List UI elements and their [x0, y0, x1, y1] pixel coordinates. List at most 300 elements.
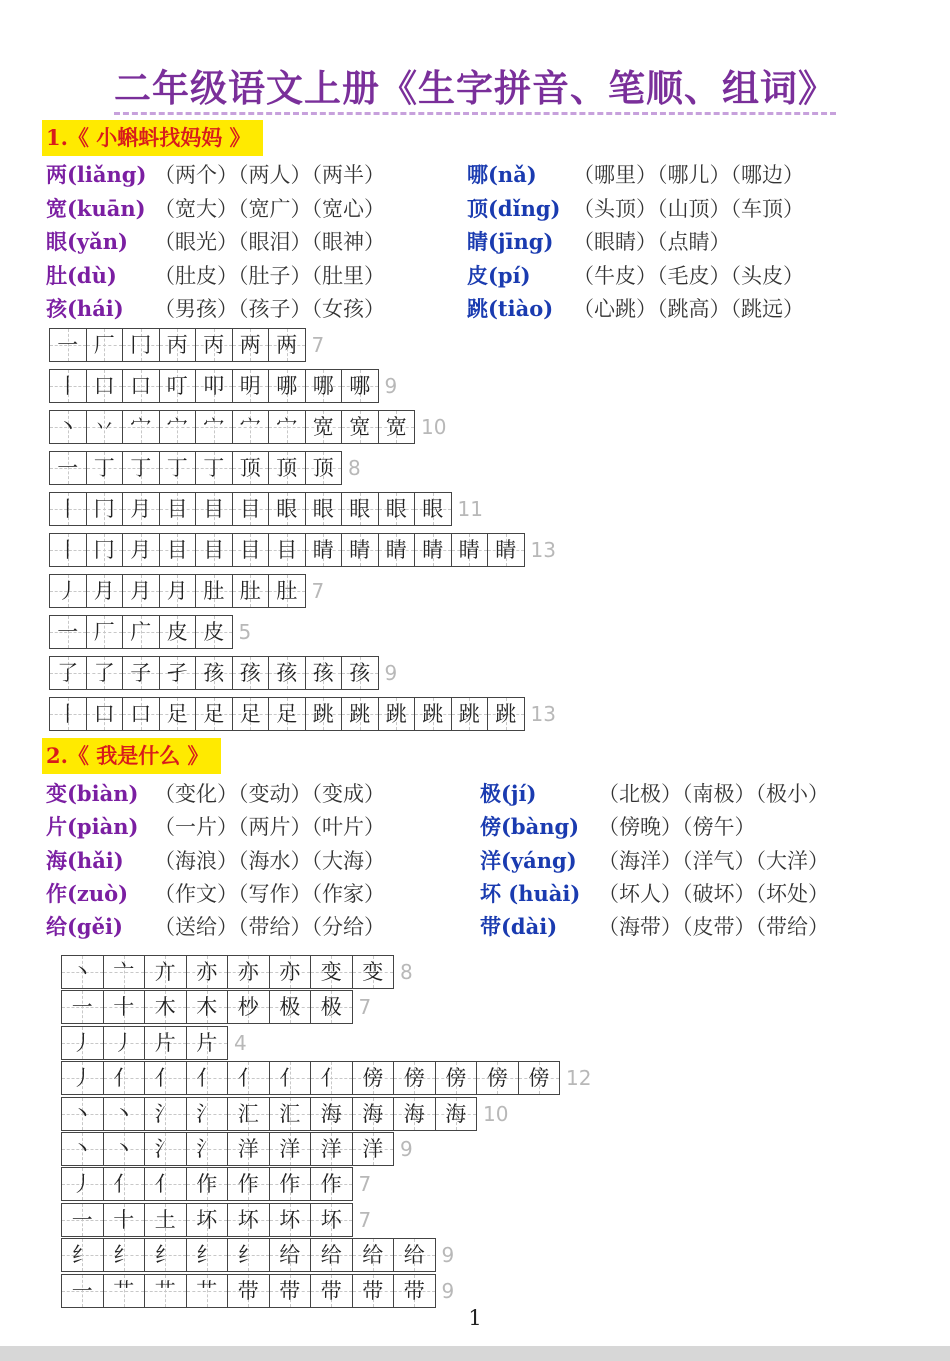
stroke-cell	[477, 1062, 519, 1094]
stroke-cell	[379, 698, 416, 730]
stroke-cell	[104, 1275, 146, 1307]
stroke-glyph: 孩	[349, 661, 371, 685]
stroke-cell	[145, 1062, 187, 1094]
stroke-cell	[145, 1275, 187, 1307]
stroke-glyph: 丙	[166, 333, 188, 357]
stroke-glyph: 给	[403, 1243, 425, 1268]
stroke-glyph: 艹	[113, 1278, 135, 1303]
stroke-glyph: 带	[320, 1278, 342, 1303]
stroke-cell	[306, 452, 342, 484]
stroke-cell	[233, 698, 270, 730]
stroke-glyph: 目	[239, 538, 261, 562]
stroke-order-row	[61, 1167, 371, 1201]
stroke-glyph: 坏	[196, 1207, 218, 1232]
vocab-character-pinyin: 肚(dù)	[46, 263, 117, 288]
stroke-order-row	[61, 990, 371, 1024]
stroke-cell	[187, 956, 229, 988]
stroke-cell	[233, 493, 270, 525]
page-title-text: 二年级语文上册《生字拼音、笔顺、组词》	[114, 67, 836, 115]
stroke-cell	[306, 411, 343, 443]
stroke-cell	[342, 657, 378, 689]
stroke-cell	[62, 991, 104, 1023]
stroke-glyph: 目	[166, 497, 188, 521]
stroke-cell	[123, 411, 160, 443]
stroke-glyph: 十	[113, 995, 135, 1020]
vocab-words: （眼光）（眼泪）（眼神）	[154, 230, 385, 254]
stroke-grid	[61, 1167, 353, 1201]
stroke-cell	[342, 493, 379, 525]
stroke-glyph: 月	[130, 497, 152, 521]
stroke-cell	[87, 575, 124, 607]
stroke-cell	[196, 370, 233, 402]
vocab-item	[46, 779, 385, 809]
stroke-cell	[270, 1168, 312, 1200]
stroke-count: 9	[384, 661, 398, 685]
page-number: 1	[468, 1306, 482, 1330]
stroke-grid	[61, 1274, 436, 1308]
stroke-cell	[87, 452, 124, 484]
stroke-cell	[270, 1239, 312, 1271]
stroke-glyph: 肚	[203, 579, 225, 603]
stroke-glyph: 土	[154, 1207, 176, 1232]
stroke-glyph: 肚	[239, 579, 261, 603]
stroke-glyph: 顶	[276, 456, 298, 480]
stroke-glyph: 傍	[403, 1066, 425, 1091]
stroke-glyph: 月	[130, 579, 152, 603]
stroke-glyph: 极	[320, 995, 342, 1020]
stroke-glyph: 丁	[166, 456, 188, 480]
stroke-glyph: 了	[57, 661, 79, 685]
stroke-cell	[306, 370, 343, 402]
stroke-glyph: 洋	[362, 1137, 384, 1161]
stroke-glyph: 作	[237, 1172, 259, 1197]
stroke-cell	[145, 1027, 187, 1059]
stroke-order-row	[49, 451, 361, 485]
stroke-glyph: 广	[130, 620, 152, 644]
stroke-glyph: 亦	[279, 960, 301, 984]
stroke-cell	[145, 956, 187, 988]
vocab-item	[46, 294, 385, 324]
stroke-cell	[196, 329, 233, 361]
stroke-glyph: 坏	[320, 1207, 342, 1232]
stroke-order-row	[61, 1238, 454, 1272]
stroke-cell	[50, 452, 87, 484]
vocab-item	[480, 879, 829, 909]
stroke-glyph: 丶	[71, 1137, 93, 1161]
stroke-glyph: 洋	[237, 1137, 259, 1161]
vocab-item	[46, 160, 385, 190]
stroke-cell	[228, 1133, 270, 1165]
vocab-character-pinyin: 作(zuò)	[46, 881, 129, 906]
stroke-cell	[50, 370, 87, 402]
stroke-order-row	[49, 574, 324, 608]
stroke-glyph: 洋	[320, 1137, 342, 1161]
stroke-glyph: 杪	[237, 995, 259, 1020]
stroke-count: 9	[441, 1243, 455, 1268]
stroke-cell	[87, 370, 124, 402]
page-title	[0, 58, 950, 112]
stroke-cell	[353, 1133, 394, 1165]
stroke-glyph: 作	[320, 1172, 342, 1197]
stroke-cell	[145, 1204, 187, 1236]
stroke-glyph: 丿	[71, 1172, 93, 1197]
stroke-cell	[228, 1275, 270, 1307]
stroke-glyph: 目	[276, 538, 298, 562]
stroke-order-row	[61, 955, 413, 989]
stroke-cell	[270, 1275, 312, 1307]
stroke-cell	[228, 1098, 270, 1130]
vocab-item	[46, 194, 385, 224]
stroke-cell	[160, 657, 197, 689]
stroke-cell	[233, 575, 270, 607]
stroke-glyph: 口	[130, 702, 152, 726]
stroke-cell	[311, 1168, 352, 1200]
stroke-cell	[104, 991, 146, 1023]
stroke-order-row	[49, 656, 397, 690]
stroke-glyph: 哪	[349, 374, 371, 398]
stroke-cell	[269, 534, 306, 566]
stroke-cell	[123, 452, 160, 484]
vocab-item	[467, 194, 804, 224]
stroke-glyph: 眼	[312, 497, 334, 521]
stroke-order-row	[49, 492, 483, 526]
stroke-order-row	[61, 1097, 508, 1131]
stroke-order-row	[61, 1061, 591, 1095]
stroke-glyph: 口	[93, 374, 115, 398]
stroke-glyph: 跳	[385, 702, 407, 726]
stroke-glyph: 亻	[196, 1066, 218, 1091]
stroke-glyph: 亣	[154, 960, 176, 984]
vocab-words: （坏人）（破坏）（坏处）	[598, 882, 829, 906]
stroke-glyph: 丿	[113, 1030, 135, 1055]
stroke-glyph: 跳	[312, 702, 334, 726]
stroke-cell	[306, 534, 343, 566]
stroke-cell	[50, 329, 87, 361]
stroke-cell	[394, 1239, 435, 1271]
stroke-glyph: 亻	[279, 1066, 301, 1091]
stroke-glyph: 带	[362, 1278, 384, 1303]
vocab-character-pinyin: 洋(yáng)	[480, 848, 577, 873]
stroke-glyph: 口	[93, 702, 115, 726]
stroke-glyph: 宽	[312, 415, 334, 439]
vocab-words: （一片）（两片）（叶片）	[154, 815, 385, 839]
stroke-count: 4	[234, 1030, 247, 1055]
stroke-cell	[228, 991, 270, 1023]
stroke-glyph: 氵	[196, 1137, 218, 1161]
stroke-glyph: 给	[362, 1243, 384, 1268]
lesson-1-heading: 1.《 小蝌蚪找妈妈 》	[42, 120, 263, 156]
stroke-glyph: 一	[57, 333, 79, 357]
vocab-character-pinyin: 两(liǎng)	[46, 162, 147, 187]
stroke-glyph: 丁	[93, 456, 115, 480]
stroke-glyph: 皮	[203, 620, 225, 644]
stroke-glyph: 丿	[71, 1066, 93, 1091]
stroke-cell	[187, 1027, 228, 1059]
stroke-count: 12	[566, 1066, 592, 1091]
stroke-glyph: 丨	[57, 702, 79, 726]
stroke-glyph: 宽	[349, 415, 371, 439]
stroke-count: 7	[311, 333, 325, 357]
stroke-glyph: 亻	[154, 1066, 176, 1091]
stroke-cell	[187, 1168, 229, 1200]
stroke-cell	[87, 698, 124, 730]
stroke-cell	[311, 991, 352, 1023]
stroke-glyph: 睛	[349, 538, 371, 562]
stroke-glyph: 海	[362, 1101, 384, 1126]
vocab-words: （牛皮）（毛皮）（头皮）	[573, 264, 804, 288]
vocab-item	[480, 812, 756, 842]
stroke-glyph: 厂	[93, 620, 115, 644]
stroke-glyph: 艹	[196, 1278, 218, 1303]
stroke-cell	[62, 1168, 104, 1200]
stroke-grid	[61, 1132, 394, 1166]
vocab-character-pinyin: 跳(tiào)	[467, 296, 554, 321]
stroke-cell	[394, 1275, 435, 1307]
stroke-cell	[87, 534, 124, 566]
stroke-cell	[233, 370, 270, 402]
stroke-cell	[311, 1275, 353, 1307]
stroke-count: 7	[311, 579, 325, 603]
stroke-cell	[196, 657, 233, 689]
stroke-cell	[62, 1027, 104, 1059]
stroke-cell	[62, 1239, 104, 1271]
stroke-cell	[123, 370, 160, 402]
stroke-order-row	[49, 615, 251, 649]
vocab-item	[480, 846, 829, 876]
stroke-glyph: 目	[203, 497, 225, 521]
vocab-words: （眼睛）（点睛）	[573, 230, 731, 254]
stroke-grid	[61, 955, 394, 989]
vocab-character-pinyin: 傍(bàng)	[480, 814, 580, 839]
stroke-glyph: 一	[71, 1278, 93, 1303]
stroke-glyph: 口	[130, 374, 152, 398]
stroke-glyph: 顶	[312, 456, 334, 480]
stroke-glyph: 一	[57, 620, 79, 644]
stroke-glyph: 海	[403, 1101, 425, 1126]
stroke-glyph: 肚	[276, 579, 298, 603]
vocab-words: （海带）（皮带）（带给）	[598, 915, 829, 939]
stroke-cell	[311, 956, 353, 988]
stroke-glyph: 厂	[93, 333, 115, 357]
stroke-cell	[196, 616, 232, 648]
stroke-cell	[306, 698, 343, 730]
stroke-glyph: 纟	[196, 1243, 218, 1268]
stroke-cell	[50, 493, 87, 525]
stroke-glyph: 丨	[57, 497, 79, 521]
vocab-character-pinyin: 孩(hái)	[46, 296, 124, 321]
stroke-glyph: 作	[196, 1172, 218, 1197]
stroke-cell	[269, 329, 305, 361]
stroke-glyph: 足	[239, 702, 261, 726]
stroke-glyph: 丶	[71, 1101, 93, 1126]
stroke-glyph: 氵	[196, 1101, 218, 1126]
stroke-glyph: 目	[203, 538, 225, 562]
stroke-glyph: 目	[239, 497, 261, 521]
stroke-cell	[187, 991, 229, 1023]
stroke-glyph: 一	[57, 456, 79, 480]
stroke-cell	[87, 657, 124, 689]
stroke-glyph: 眼	[276, 497, 298, 521]
stroke-cell	[104, 956, 146, 988]
stroke-cell	[311, 1062, 353, 1094]
stroke-cell	[379, 411, 415, 443]
stroke-glyph: 片	[154, 1030, 176, 1055]
stroke-cell	[145, 1098, 187, 1130]
stroke-cell	[269, 370, 306, 402]
stroke-cell	[269, 657, 306, 689]
stroke-grid	[49, 574, 306, 608]
stroke-cell	[123, 493, 160, 525]
stroke-glyph: 亻	[154, 1172, 176, 1197]
vocab-character-pinyin: 给(gěi)	[46, 914, 123, 939]
stroke-glyph: 带	[279, 1278, 301, 1303]
stroke-grid	[61, 1203, 353, 1237]
stroke-glyph: 宀	[239, 415, 261, 439]
stroke-cell	[160, 698, 197, 730]
stroke-glyph: 汇	[279, 1101, 301, 1126]
stroke-glyph: 孑	[166, 661, 188, 685]
stroke-cell	[233, 657, 270, 689]
stroke-glyph: 丶	[113, 1137, 135, 1161]
stroke-cell	[50, 575, 87, 607]
stroke-cell	[104, 1168, 146, 1200]
stroke-cell	[160, 329, 197, 361]
stroke-glyph: 子	[130, 661, 152, 685]
vocab-item	[46, 846, 385, 876]
stroke-glyph: 片	[196, 1030, 218, 1055]
stroke-cell	[50, 616, 87, 648]
stroke-order-row	[61, 1132, 413, 1166]
stroke-grid	[49, 328, 306, 362]
stroke-cell	[342, 370, 378, 402]
stroke-cell	[187, 1204, 229, 1236]
vocab-character-pinyin: 坏 (huài)	[480, 881, 581, 906]
stroke-glyph: 跳	[422, 702, 444, 726]
vocab-character-pinyin: 片(piàn)	[46, 814, 139, 839]
stroke-cell	[145, 1133, 187, 1165]
stroke-cell	[270, 1062, 312, 1094]
vocab-character-pinyin: 极(jí)	[480, 781, 537, 806]
stroke-cell	[270, 1204, 312, 1236]
stroke-cell	[104, 1239, 146, 1271]
stroke-glyph: 氵	[154, 1101, 176, 1126]
stroke-glyph: 哪	[276, 374, 298, 398]
stroke-glyph: 带	[403, 1278, 425, 1303]
stroke-grid	[61, 1238, 436, 1272]
stroke-glyph: 跳	[349, 702, 371, 726]
vocab-words: （两个）（两人）（两半）	[154, 163, 385, 187]
stroke-count: 7	[358, 995, 372, 1020]
stroke-glyph: 十	[113, 1207, 135, 1232]
stroke-cell	[353, 1062, 395, 1094]
stroke-cell	[233, 452, 270, 484]
stroke-glyph: 眼	[349, 497, 371, 521]
stroke-cell	[196, 411, 233, 443]
stroke-cell	[488, 698, 524, 730]
stroke-glyph: 丨	[57, 538, 79, 562]
stroke-cell	[228, 1168, 270, 1200]
vocab-words: （海洋）（洋气）（大洋）	[598, 849, 829, 873]
vocab-words: （头顶）（山顶）（车顶）	[573, 197, 804, 221]
stroke-glyph: 丷	[93, 415, 115, 439]
stroke-cell	[228, 1062, 270, 1094]
stroke-glyph: 宀	[203, 415, 225, 439]
stroke-cell	[269, 493, 306, 525]
stroke-glyph: 纟	[154, 1243, 176, 1268]
stroke-glyph: 亻	[113, 1172, 135, 1197]
stroke-glyph: 坏	[279, 1207, 301, 1232]
stroke-glyph: 孩	[239, 661, 261, 685]
stroke-cell	[87, 329, 124, 361]
stroke-grid	[49, 697, 525, 731]
stroke-cell	[270, 1098, 312, 1130]
stroke-glyph: 睛	[312, 538, 334, 562]
stroke-glyph: 睛	[495, 538, 517, 562]
stroke-cell	[228, 1239, 270, 1271]
stroke-cell	[228, 956, 270, 988]
vocab-character-pinyin: 顶(dǐng)	[467, 196, 561, 221]
stroke-count: 10	[421, 415, 447, 439]
vocab-item	[467, 294, 804, 324]
stroke-glyph: 亻	[320, 1066, 342, 1091]
stroke-glyph: 丁	[130, 456, 152, 480]
stroke-order-row	[61, 1274, 454, 1308]
stroke-glyph: 冂	[130, 333, 152, 357]
stroke-grid	[49, 492, 452, 526]
stroke-cell	[233, 411, 270, 443]
stroke-grid	[49, 410, 415, 444]
stroke-glyph: 木	[154, 995, 176, 1020]
stroke-cell	[353, 1275, 395, 1307]
stroke-cell	[187, 1239, 229, 1271]
stroke-grid	[61, 1097, 477, 1131]
stroke-cell	[123, 698, 160, 730]
stroke-count: 13	[530, 538, 556, 562]
stroke-count: 5	[238, 620, 252, 644]
stroke-cell	[353, 1239, 395, 1271]
vocab-words: （哪里）（哪儿）（哪边）	[573, 163, 804, 187]
stroke-glyph: 亻	[113, 1066, 135, 1091]
stroke-cell	[270, 991, 312, 1023]
stroke-cell	[123, 657, 160, 689]
stroke-cell	[342, 534, 379, 566]
stroke-glyph: 作	[279, 1172, 301, 1197]
stroke-cell	[311, 1133, 353, 1165]
stroke-cell	[160, 493, 197, 525]
stroke-glyph: 冂	[93, 538, 115, 562]
stroke-glyph: 眼	[385, 497, 407, 521]
stroke-glyph: 两	[276, 333, 298, 357]
stroke-glyph: 丿	[57, 579, 79, 603]
stroke-grid	[49, 656, 379, 690]
vocab-item	[467, 227, 731, 257]
stroke-glyph: 一	[71, 1207, 93, 1232]
stroke-glyph: 目	[166, 538, 188, 562]
stroke-glyph: 纟	[237, 1243, 259, 1268]
stroke-count: 8	[348, 456, 361, 480]
vocab-item	[46, 812, 385, 842]
vocab-words: （海浪）（海水）（大海）	[154, 849, 385, 873]
stroke-cell	[196, 493, 233, 525]
stroke-cell	[160, 452, 197, 484]
stroke-glyph: 氵	[154, 1137, 176, 1161]
stroke-glyph: 月	[166, 579, 188, 603]
stroke-glyph: 丁	[203, 456, 225, 480]
stroke-cell	[123, 329, 160, 361]
stroke-glyph: 给	[279, 1243, 301, 1268]
vocab-item	[46, 879, 385, 909]
stroke-glyph: 跳	[495, 702, 517, 726]
